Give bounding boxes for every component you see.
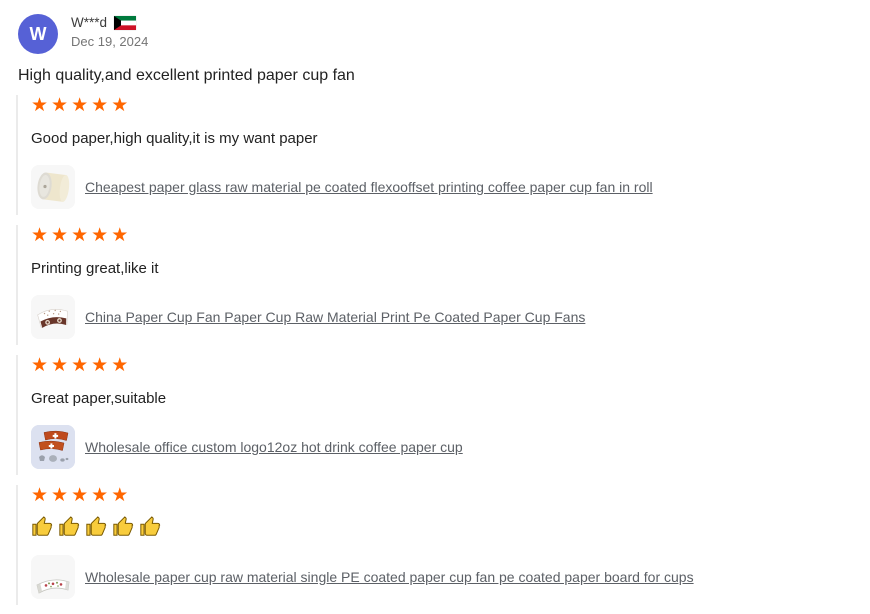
product-link[interactable]: Wholesale paper cup raw material single PE coated paper cup fan pe coated paper board for cups <box>85 569 694 585</box>
review-text: Great paper,suitable <box>31 390 167 407</box>
star-icon: ★ <box>91 225 112 246</box>
review-item-2 <box>16 225 870 345</box>
star-icon: ★ <box>71 225 92 246</box>
reviewer-meta <box>71 14 148 49</box>
review-item-4 <box>16 485 870 605</box>
product-thumbnail-paper-roll[interactable] <box>31 165 75 209</box>
star-rating <box>31 227 870 245</box>
review-title: High quality,and excellent printed paper cup fan <box>18 67 355 84</box>
star-icon: ★ <box>31 225 52 246</box>
star-icon: ★ <box>31 95 52 116</box>
product-thumbnail-red-cups[interactable] <box>31 425 75 469</box>
star-icon: ★ <box>71 485 92 506</box>
product-link[interactable]: China Paper Cup Fan Paper Cup Raw Material Print Pe Coated Paper Cup Fans <box>85 309 586 325</box>
avatar: W <box>18 14 58 54</box>
star-rating <box>31 357 870 375</box>
star-icon: ★ <box>71 95 92 116</box>
review-item-1 <box>16 95 870 215</box>
star-icon: ★ <box>91 355 112 376</box>
review-item-3 <box>16 355 870 475</box>
kuwait-flag-icon <box>114 16 136 30</box>
star-icon: ★ <box>51 95 72 116</box>
star-rating <box>31 97 870 115</box>
product-row <box>31 555 870 599</box>
star-icon: ★ <box>31 355 52 376</box>
star-icon: ★ <box>111 355 132 376</box>
star-icon: ★ <box>111 225 132 246</box>
reviewer-header <box>18 14 870 54</box>
product-thumbnail-floral-fan[interactable] <box>31 555 75 599</box>
star-icon: ★ <box>71 355 92 376</box>
star-icon: ★ <box>51 225 72 246</box>
star-rating <box>31 487 870 505</box>
thumbs-up-icon <box>139 516 161 538</box>
product-thumbnail-cup-fan[interactable] <box>31 295 75 339</box>
product-row <box>31 165 870 209</box>
star-icon: ★ <box>51 485 72 506</box>
review-date: Dec 19, 2024 <box>71 34 149 49</box>
star-icon: ★ <box>111 95 132 116</box>
product-row <box>31 295 870 339</box>
thumbs-up-icon <box>31 516 53 538</box>
thumbs-up-icon <box>85 516 107 538</box>
reviewer-username: W***d <box>71 15 108 30</box>
thumbs-up-icon <box>112 516 134 538</box>
product-row <box>31 425 870 469</box>
product-link[interactable]: Wholesale office custom logo12oz hot drink coffee paper cup <box>85 439 463 455</box>
star-icon: ★ <box>111 485 132 506</box>
star-icon: ★ <box>91 485 112 506</box>
thumbs-up-icon <box>58 516 80 538</box>
star-icon: ★ <box>51 355 72 376</box>
review-text: Good paper,high quality,it is my want paper <box>31 130 318 147</box>
review-text: Printing great,like it <box>31 260 159 277</box>
star-icon: ★ <box>31 485 52 506</box>
thumbs-up-row <box>31 516 870 538</box>
star-icon: ★ <box>91 95 112 116</box>
product-link[interactable]: Cheapest paper glass raw material pe coated flexooffset printing coffee paper cup fan in roll <box>85 179 653 195</box>
